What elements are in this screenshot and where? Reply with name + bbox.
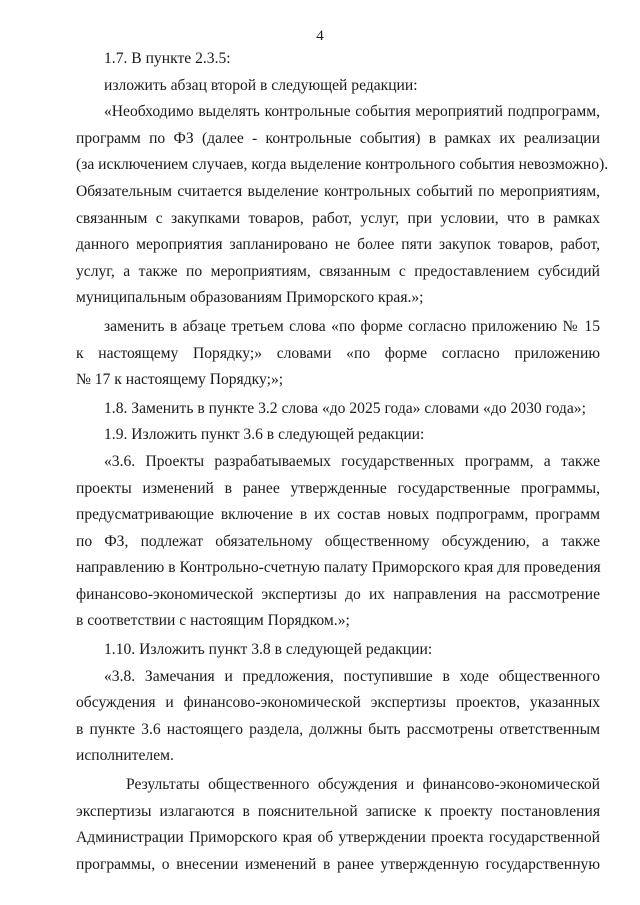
text-line: обсуждения и финансово-экономической экспертизы проектов, указанных <box>76 694 600 712</box>
text-line: по ФЗ, подлежат обязательному общественному обсуждению, а также <box>76 532 600 550</box>
text-line: «3.6. Проекты разрабатываемых государственных программ, а также <box>104 452 600 470</box>
text-line: связанным с закупками товаров, работ, услуг, при условии, что в рамках <box>76 209 600 227</box>
item-1-7-instruction <box>76 73 600 100</box>
text-line: Обязательным считается выделение контрольных событий по мероприятиям, <box>76 182 600 200</box>
page-number: 4 <box>316 28 324 44</box>
text-line: в соответствии с настоящим Порядком.»; <box>76 612 350 630</box>
text-line: 1.9. Изложить пункт 3.6 в следующей редакции: <box>104 426 425 444</box>
text-line: к настоящему Порядку;» словами «по форме согласно приложению <box>76 344 600 362</box>
document-body <box>76 46 609 878</box>
item-1-10-heading <box>76 637 600 664</box>
text-line: программы, о внесении изменений в ранее утвержденную государственную <box>76 855 600 873</box>
text-line: исполнителем. <box>76 747 174 765</box>
text-line: предусматривающие включение в их состав новых подпрограмм, программ <box>76 506 600 524</box>
text-line: № 17 к настоящему Порядку;»; <box>76 371 284 389</box>
text-line: «Необходимо выделять контрольные события мероприятий подпрограмм, <box>104 103 600 121</box>
text-line: 1.8. Заменить в пункте 3.2 слова «до 2025 года» словами «до 2030 года»; <box>104 399 586 417</box>
text-line: «3.8. Замечания и предложения, поступившие в ходе общественного <box>104 667 600 685</box>
text-line: заменить в абзаце третьем слова «по форме согласно приложению № 15 <box>104 317 600 335</box>
replace-paragraph <box>76 314 600 394</box>
text-line: в пункте 3.6 настоящего раздела, должны быть рассмотрены ответственным <box>76 720 600 738</box>
text-line: программ по ФЗ (далее - контрольные события) в рамках их реализации <box>76 129 600 147</box>
results-paragraph <box>76 772 600 878</box>
text-line: муниципальным образованиям Приморского края.»; <box>76 289 424 307</box>
text-line: экспертизы излагаются в пояснительной записке к проекту постановления <box>76 802 600 820</box>
text-line: Администрации Приморского края об утверждении проекта государственной <box>76 829 600 847</box>
item-1-9-heading <box>76 422 600 449</box>
text-line: данного мероприятия запланировано не более пяти закупок товаров, работ, <box>76 236 600 254</box>
text-line: изложить абзац второй в следующей редакции: <box>104 76 418 94</box>
text-line: 1.10. Изложить пункт 3.8 в следующей редакции: <box>104 641 433 659</box>
quoted-paragraph-2-3-5 <box>76 99 609 312</box>
quoted-paragraph-3-6 <box>76 449 600 635</box>
text-line: финансово-экономической экспертизы до их направления на рассмотрение <box>76 585 600 603</box>
item-1-8 <box>76 396 600 423</box>
text-line: (за исключением случаев, когда выделение контрольного события невозможно). <box>76 156 609 174</box>
quoted-paragraph-3-8 <box>76 664 600 770</box>
item-1-7-heading <box>76 46 600 73</box>
text-line: 1.7. В пункте 2.3.5: <box>104 50 231 67</box>
text-line: проекты изменений в ранее утвержденные государственные программы, <box>76 479 600 497</box>
text-line: услуг, а также по мероприятиям, связанным с предоставлением субсидий <box>76 262 600 280</box>
text-line: Результаты общественного обсуждения и финансово-экономической <box>126 776 600 794</box>
text-line: направлению в Контрольно-счетную палату Приморского края для проведения <box>76 559 601 577</box>
